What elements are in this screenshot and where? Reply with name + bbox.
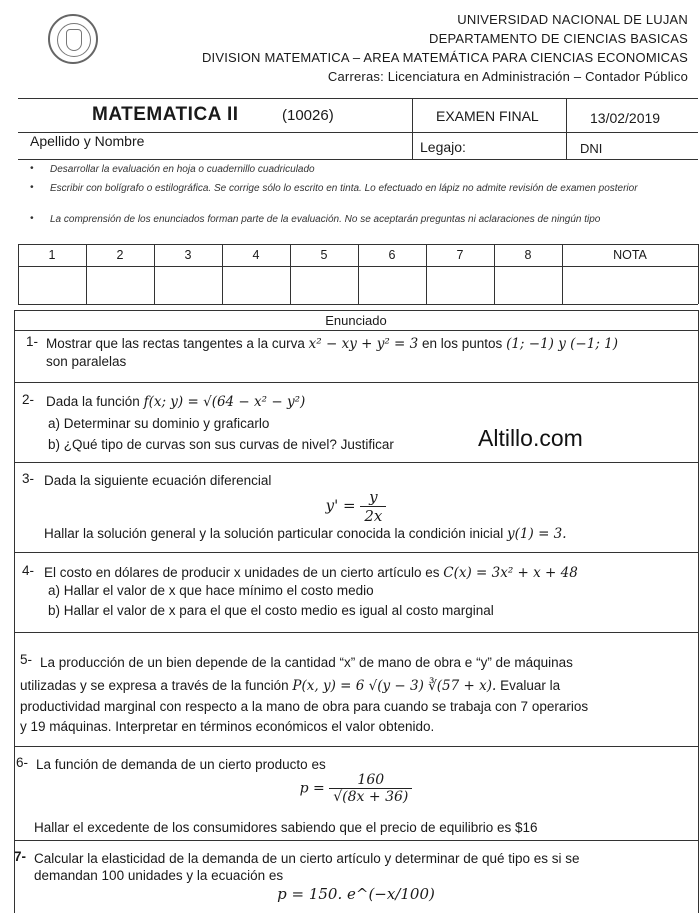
q1-points: (1; −1) y (−1; 1) xyxy=(506,336,619,352)
q6-text: La función de demanda de un cierto producto es xyxy=(36,757,326,772)
question-number: 3- xyxy=(22,471,35,486)
grade-column-header: 7 xyxy=(456,248,464,262)
watermark: Altillo.com xyxy=(478,425,583,451)
q5-text: y 19 máquinas. Interpretar en términos económicos el valor obtenido. xyxy=(20,719,435,734)
q6-equation: p = $\frac{160}{√(8x + 36)}$ xyxy=(0,772,700,805)
instruction-bullet: • xyxy=(30,163,34,174)
dni-label: DNI xyxy=(580,141,603,156)
exam-subject: MATEMATICA II xyxy=(92,104,239,125)
q2-item-b: b) ¿Qué tipo de curvas son sus curvas de nivel? Justificar xyxy=(48,437,394,452)
grade-column-nota: NOTA xyxy=(613,248,647,262)
university-name: UNIVERSIDAD NACIONAL DE LUJAN xyxy=(457,12,688,27)
q5-text: utilizadas y se expresa a través de la función xyxy=(20,678,289,693)
q5-text: productividad marginal con respecto a la mano de obra para cuando se trabaja con 7 operarios xyxy=(20,699,589,714)
grade-column-header: 2 xyxy=(116,248,124,262)
grade-column-header: 3 xyxy=(184,248,192,262)
question-number: 5- xyxy=(20,652,33,667)
q1-text: Mostrar que las rectas tangentes a la curva xyxy=(46,336,305,351)
grade-column-header: 6 xyxy=(388,248,396,262)
q3-text: Hallar la solución general y la solución particular conocida la condición inicial xyxy=(44,526,504,541)
q5-text: Evaluar la xyxy=(500,678,561,693)
q2-function: f(x; y) = √(64 − x² − y²) xyxy=(143,394,306,410)
q1-text: en los puntos xyxy=(422,336,503,351)
q2-text: Dada la función xyxy=(46,394,140,409)
name-label: Apellido y Nombre xyxy=(30,133,145,149)
exam-type: EXAMEN FINAL xyxy=(436,108,539,124)
question-number: 1- xyxy=(26,334,39,349)
q5-text: La producción de un bien depende de la cantidad “x” de mano de obra e “y” de máquinas xyxy=(40,655,573,670)
instruction-bullet: • xyxy=(30,213,34,224)
grade-column-header: 5 xyxy=(320,248,328,262)
exam-code: (10026) xyxy=(282,107,334,124)
instruction-1: Desarrollar la evaluación en hoja o cuadernillo cuadriculado xyxy=(50,164,315,175)
division-name: DIVISION MATEMATICA – AREA MATEMÁTICA PARA CIENCIAS ECONOMICAS xyxy=(201,50,688,65)
question-number: 2- xyxy=(22,392,35,407)
q3-condition: y(1) = 3. xyxy=(507,526,567,542)
q7-text: Calcular la elasticidad de la demanda de un cierto artículo y determinar de qué tipo es si se xyxy=(34,851,580,866)
q6-text: Hallar el excedente de los consumidores sabiendo que el precio de equilibrio es $16 xyxy=(34,820,538,835)
q4-text: El costo en dólares de producir x unidades de un cierto artículo es xyxy=(44,565,440,580)
instruction-2: Escribir con bolígrafo o estilográfica. Se corrige sólo lo escrito en tinta. Lo efectuado en lápiz no admite revisión de examen posterior xyxy=(50,183,638,194)
grade-column-header: 8 xyxy=(524,248,532,262)
q4-cost: C(x) = 3x² + x + 48 xyxy=(443,565,578,581)
department-name: DEPARTAMENTO DE CIENCIAS BASICAS xyxy=(429,31,688,46)
q2-item-a: a) Determinar su dominio y graficarlo xyxy=(48,416,270,431)
q4-item-b: b) Hallar el valor de x para el que el costo medio es igual al costo marginal xyxy=(48,603,494,618)
q4-item-a: a) Hallar el valor de x que hace mínimo el costo medio xyxy=(48,583,374,598)
q3-equation: y' = $\frac{y}{2x}$ xyxy=(0,488,700,525)
q1-text: son paralelas xyxy=(46,354,127,369)
university-seal xyxy=(48,14,98,64)
question-number: 6- xyxy=(16,755,29,770)
question-number: 7- xyxy=(14,849,27,864)
section-title: Enunciado xyxy=(325,313,387,328)
instruction-3: La comprensión de los enunciados forman parte de la evaluación. No se aceptarán preguntas ni aclaraciones de ningún tipo xyxy=(50,214,601,225)
q1-curve: x² − xy + y² = 3 xyxy=(308,336,419,352)
q3-text: Dada la siguiente ecuación diferencial xyxy=(44,473,272,488)
q5-function: P(x, y) = 6 √(y − 3) ∛(57 + x). xyxy=(292,678,497,694)
q7-text: demandan 100 unidades y la ecuación es xyxy=(34,868,284,883)
exam-date: 13/02/2019 xyxy=(590,110,661,126)
question-number: 4- xyxy=(22,563,35,578)
careers-line: Carreras: Licenciatura en Administración – Contador Público xyxy=(327,69,688,84)
grade-column-header: 4 xyxy=(252,248,260,262)
q7-equation: p = 150. e^(−x/100) xyxy=(277,885,435,903)
grade-column-header: 1 xyxy=(48,248,56,262)
instruction-bullet: • xyxy=(30,182,34,193)
legajo-label: Legajo: xyxy=(420,139,466,155)
